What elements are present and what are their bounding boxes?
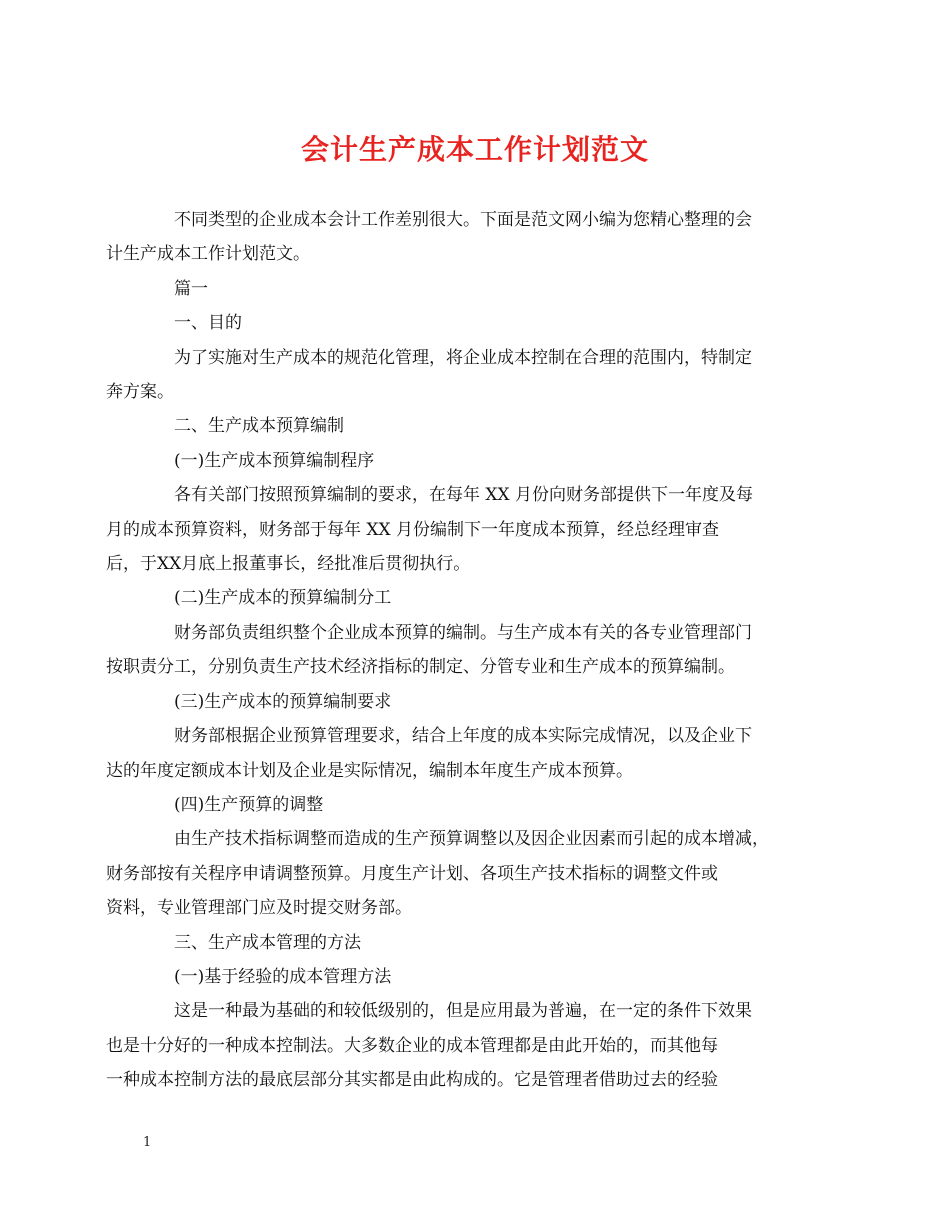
- paragraph-line: 二、生产成本预算编制: [174, 416, 344, 437]
- paragraph-line: 为了实施对生产成本的规范化管理，将企业成本控制在合理的范围内，特制定: [174, 347, 752, 368]
- paragraph: [140, 685, 816, 719]
- document-body: [106, 203, 816, 1098]
- paragraph: [106, 616, 816, 685]
- paragraph: [140, 444, 816, 478]
- paragraph-line: 财务部负责组织整个企业成本预算的编制。与生产成本有关的各专业管理部门: [174, 622, 752, 643]
- paragraph-line: 后，于XX月底上报董事长，经批准后贯彻执行。: [106, 554, 471, 575]
- paragraph-line: (二)生产成本的预算编制分工: [174, 588, 392, 609]
- paragraph-line: 不同类型的企业成本会计工作差别很大。下面是范文网小编为您精心整理的会: [174, 210, 752, 230]
- paragraph-line: 这是一种最为基础的和较低级别的，但是应用最为普遍，在一定的条件下效果: [174, 1001, 752, 1022]
- paragraph: [106, 994, 816, 1097]
- paragraph: [106, 341, 816, 410]
- paragraph: [106, 719, 816, 788]
- paragraph-line: (四)生产预算的调整: [174, 794, 324, 815]
- paragraph-line: (三)生产成本的预算编制要求: [174, 691, 392, 712]
- document-title: 会计生产成本工作计划范文: [300, 133, 649, 166]
- paragraph-line: 一种成本控制方法的最底层部分其实都是由此构成的。它是管理者借助过去的经验: [106, 1070, 718, 1091]
- paragraph-line: (一)基于经验的成本管理方法: [174, 966, 392, 987]
- paragraph: [140, 581, 816, 615]
- paragraph: [106, 203, 816, 272]
- paragraph-line: 各有关部门按照预算编制的要求，在每年 XX 月份向财务部提供下一年度及每: [174, 485, 754, 506]
- paragraph-line: 奔方案。: [106, 382, 174, 403]
- paragraph: [140, 272, 816, 306]
- paragraph: [140, 788, 816, 822]
- paragraph: [106, 822, 816, 925]
- paragraph-line: 三、生产成本管理的方法: [174, 932, 361, 953]
- paragraph: [106, 478, 816, 581]
- paragraph-line: 资料，专业管理部门应及时提交财务部。: [106, 898, 412, 919]
- paragraph: [140, 306, 816, 340]
- paragraph-line: 计生产成本工作计划范文。: [106, 244, 310, 265]
- paragraph-line: 财务部根据企业预算管理要求，结合上年度的成本实际完成情况，以及企业下: [174, 726, 752, 747]
- paragraph-line: 达的年度定额成本计划及企业是实际情况，编制本年度生产成本预算。: [106, 760, 633, 781]
- paragraph-line: 按职责分工，分别负责生产技术经济指标的制定、分管专业和生产成本的预算编制。: [106, 657, 735, 678]
- paragraph-line: 月的成本预算资料，财务部于每年 XX 月份编制下一年度成本预算，经总经理审查: [106, 519, 720, 540]
- paragraph-line: 篇一: [174, 278, 208, 299]
- paragraph-line: (一)生产成本预算编制程序: [174, 450, 375, 471]
- paragraph-line: 也是十分好的一种成本控制法。大多数企业的成本管理都是由此开始的，而其他每: [106, 1035, 718, 1056]
- paragraph-line: 财务部按有关程序申请调整预算。月度生产计划、各项生产技术指标的调整文件或: [106, 863, 718, 884]
- paragraph-line: 由生产技术指标调整而造成的生产预算调整以及因企业因素而引起的成本增减，: [174, 829, 769, 850]
- page-number: 1: [143, 1135, 152, 1150]
- paragraph: [140, 960, 816, 994]
- paragraph: [140, 926, 816, 960]
- paragraph: [140, 409, 816, 443]
- paragraph-line: 一、目的: [174, 313, 242, 334]
